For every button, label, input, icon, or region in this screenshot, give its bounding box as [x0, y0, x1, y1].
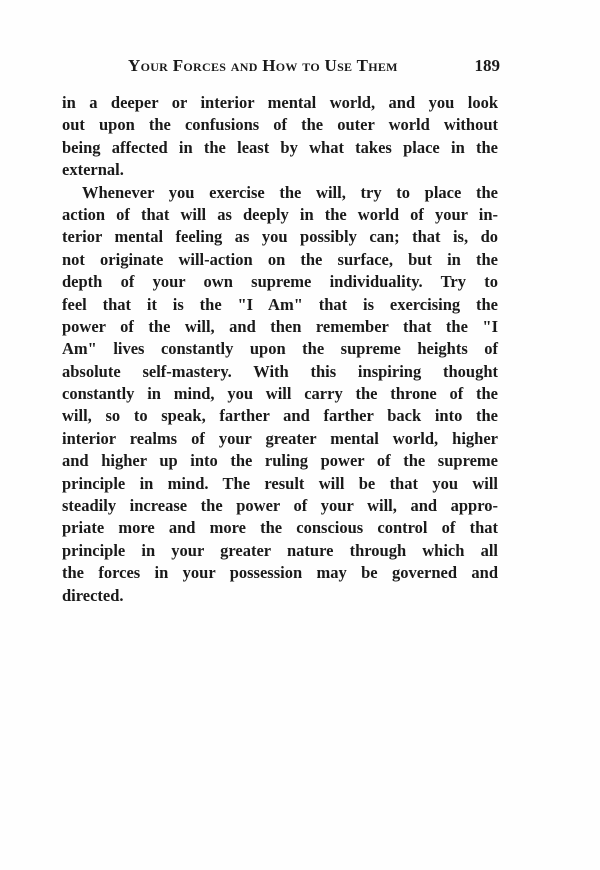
text-line: power of the will, and then remember that the "I — [62, 316, 498, 336]
text-line: directed. — [62, 585, 124, 605]
text-line: external. — [62, 160, 124, 180]
text-line: interior realms of your greater mental world, higher — [62, 428, 498, 448]
text-line: steadily increase the power of your will, and appro- — [62, 496, 498, 516]
running-title: Your Forces and How to Use Them — [128, 56, 398, 75]
text-line: the forces in your possession may be governed and — [62, 563, 498, 583]
text-line: feel that it is the "I Am" that is exercising the — [62, 294, 498, 314]
text-line: principle in mind. The result will be that you will — [62, 473, 498, 493]
body-text — [62, 92, 498, 607]
text-line: constantly in mind, you will carry the throne of the — [62, 384, 498, 404]
text-line: Whenever you exercise the will, try to place the — [82, 182, 498, 202]
text-line: out upon the confusions of the outer world without — [62, 115, 498, 135]
text-line: being affected in the least by what takes place in the — [62, 137, 498, 157]
text-line: and higher up into the ruling power of the supreme — [62, 451, 498, 471]
text-line: Am" lives constantly upon the supreme heights of — [62, 339, 498, 359]
text-line: will, so to speak, farther and farther back into the — [62, 406, 498, 426]
text-line: absolute self-mastery. With this inspiring thought — [62, 361, 498, 381]
text-line: action of that will as deeply in the world of your in- — [62, 204, 498, 224]
text-line: principle in your greater nature through which all — [62, 540, 498, 560]
page-number: 189 — [474, 56, 500, 75]
page-header — [128, 56, 500, 80]
text-line: terior mental feeling as you possibly can; that is, do — [62, 227, 498, 247]
text-line: not originate will-action on the surface, but in the — [62, 249, 498, 269]
text-line: priate more and more the conscious control of that — [62, 518, 498, 538]
text-line: in a deeper or interior mental world, and you look — [62, 93, 498, 112]
text-line: depth of your own supreme individuality. Try to — [62, 272, 498, 292]
